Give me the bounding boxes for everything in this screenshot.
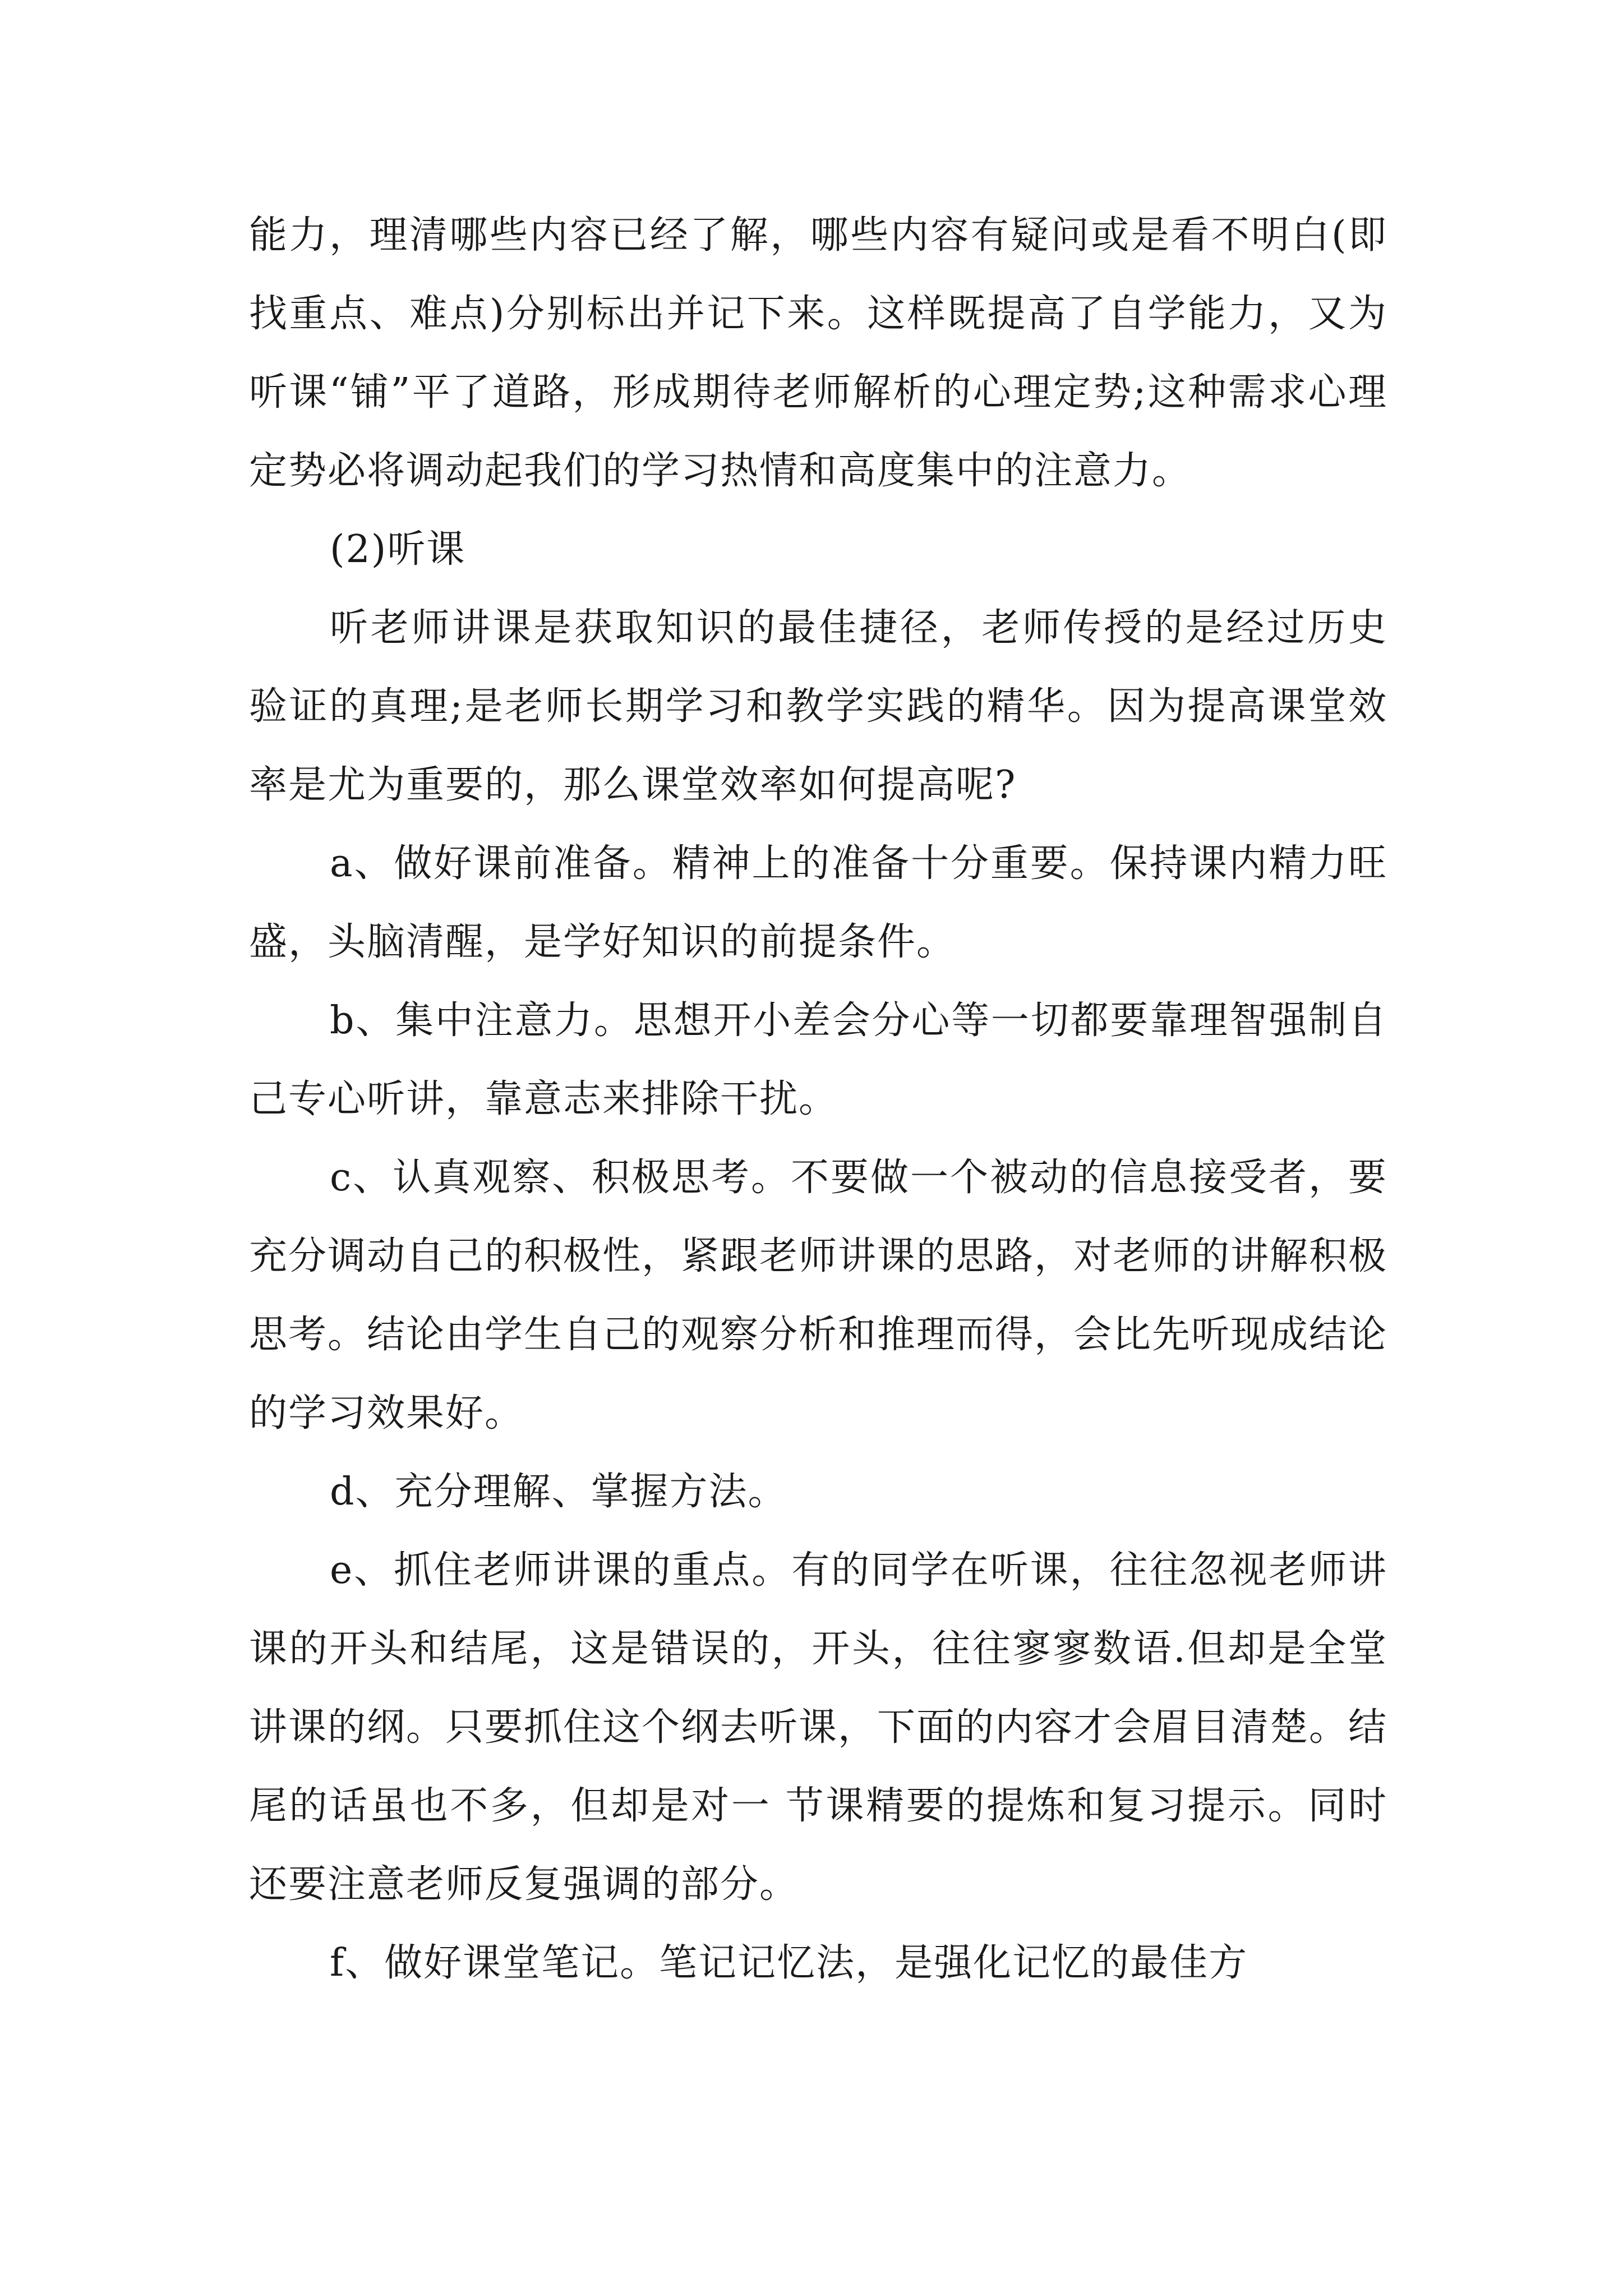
section-heading-listening: (2)听课 — [330, 527, 466, 572]
paragraph-item-f: f、做好课堂笔记。笔记记忆法，是强化记忆的最佳方 — [330, 1941, 1248, 1985]
paragraph-item-d: d、充分理解、掌握方法。 — [330, 1470, 787, 1514]
paragraph-continuation: 能力，理清哪些内容已经了解，哪些内容有疑问或是看不明白(即找重点、难点)分别标出并记下来。这样既提高了自学能力，又为听课“铺”平了道路，形成期待老师解析的心理定势;这种需求心理定势必将调动起我们的学习热情和高度集中的注意力。 — [249, 213, 1387, 493]
paragraph-item-e: e、抓住老师讲课的重点。有的同学在听课，往往忽视老师讲课的开头和结尾，这是错误的，开头，往往寥寥数语.但却是全堂讲课的纲。只要抓住这个纲去听课，下面的内容才会眉目清楚。结尾的话虽也不多，但却是对一 节课精要的提炼和复习提示。同时还要注意老师反复强调的部分。 — [249, 1548, 1388, 1907]
paragraph-item-a: a、做好课前准备。精神上的准备十分重要。保持课内精力旺盛，头脑清醒，是学好知识的前提条件。 — [249, 841, 1387, 964]
paragraph-item-c: c、认真观察、积极思考。不要做一个被动的信息接受者，要充分调动自己的积极性，紧跟老师讲课的思路，对老师的讲解积极思考。结论由学生自己的观察分析和推理而得，会比先听现成结论的学习效果好。 — [249, 1156, 1388, 1435]
paragraph-item-b: b、集中注意力。思想开小差会分心等一切都要靠理智强制自己专心听讲，靠意志来排除干扰。 — [249, 999, 1387, 1121]
document-body — [249, 196, 1387, 2003]
paragraph-listening-intro: 听老师讲课是获取知识的最佳捷径，老师传授的是经过历史验证的真理;是老师长期学习和教学实践的精华。因为提高课堂效率是尤为重要的，那么课堂效率如何提高呢? — [249, 606, 1387, 807]
